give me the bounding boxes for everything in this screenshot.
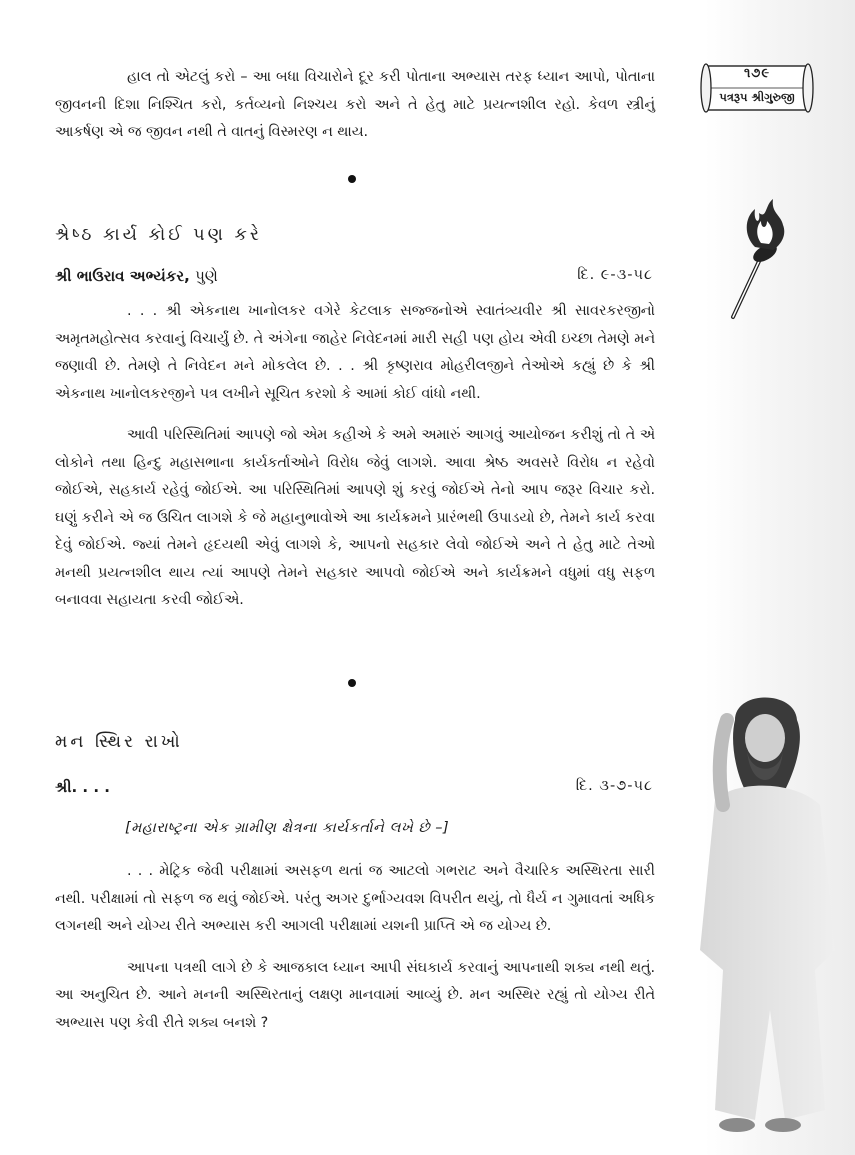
intro-paragraph: હાલ તો એટલું કરો – આ બધા વિચારોને દૂર કરી પોતાના અભ્યાસ તરફ ધ્યાન આપો, પોતાના જીવનની દિશા નિશ્ચિત કરો, કર્તવ્યનો નિશ્ચય કરો અને તે હેતુ માટે પ્રયત્નશીલ રહો. કેવળ સ્ત્રીનું આકર્ષણ એ જ જીવન નથી તે વાતનું વિસ્મરણ ન થાય. [55, 69, 655, 140]
section-divider [348, 175, 356, 183]
letter2-paragraph-1: . . . મેટ્રિક જેવી પરીક્ષામાં અસફળ થતાં જ આટલો ગભરાટ અને વૈચારિક અસ્થિરતા સારી નથી. પરીક્ષામાં તો સફળ જ થવું જોઈએ. પરંતુ અગર દુર્ભાગ્યવશ વિપરીત થયું, તો ધૈર્ય ન ગુમાવતાં અધિક લગનથી અને યોગ્ય રીતે અભ્યાસ કરી આગલી પરીક્ષામાં યશની પ્રાપ્તિ એ જ યોગ્ય છે. [55, 863, 655, 934]
page-badge [698, 62, 816, 114]
letter1-heading: શ્રેષ્ઠ કાર્ય કોઈ પણ કરે [55, 225, 262, 245]
letter1-body [55, 298, 655, 615]
letter2-heading: મન સ્થિર રાખો [55, 732, 183, 752]
letter1-date: દિ. ૯-૩-૫૮ [577, 267, 653, 283]
torch-icon [725, 195, 795, 320]
letter1-sender [55, 267, 218, 285]
guruji-portrait [675, 680, 855, 1140]
letter2-sender: શ્રી. . . . [55, 778, 110, 796]
intro-block [55, 64, 655, 147]
letter2-date: દિ. ૩-૭-૫૮ [575, 778, 653, 794]
page-number: ૧૭૯ [743, 66, 771, 81]
letter2-body [55, 858, 655, 1037]
letter1-sender-place: પુણે [195, 267, 218, 285]
section-divider [348, 679, 356, 687]
letter2-note: [મહારાષ્ટ્રના એક ગ્રામીણ ક્ષેત્રના કાર્યકર્તાને લખે છે –] [125, 820, 450, 836]
letter1-paragraph-1: . . . શ્રી એકનાથ ખાનોલકર વગેરે કેટલાક સજ્જનોએ સ્વાતંત્ર્યવીર શ્રી સાવરકરજીનો અમૃતમહોત્સવ કરવાનું વિચાર્યું છે. તે અંગેના જાહેર નિવેદનમાં મારી સહી પણ હોય એવી ઇચ્છા તેમણે મને જણાવી છે. તેમણે તે નિવેદન મને મોકલેલ છે. . . શ્રી કૃષ્ણરાવ મોહરીલજીને તેઓએ કહ્યું છે કે શ્રી એકનાથ ખાનોલકરજીને પત્ર લખીને સૂચિત કરશો કે આમાં કોઈ વાંધો નથી. [55, 303, 655, 402]
running-title: પત્રરૂપ શ્રીગુરુજી [719, 90, 795, 104]
letter1-paragraph-2: આવી પરિસ્થિતિમાં આપણે જો એમ કહીએ કે અમે અમારું આગવું આયોજન કરીશું તો તે એ લોકોને તથા હિન્દુ મહાસભાના કાર્યકર્તાઓને વિરોધ જેવું લાગશે. આવા શ્રેષ્ઠ અવસરે વિરોધ ન રહેવો જોઈએ, સહકાર્ય રહેવું જોઈએ. આ પરિસ્થિતિમાં આપણે શું કરવું જોઈએ તેનો આપ જરૂર વિચાર કરો. ઘણું કરીને એ જ ઉચિત લાગશે કે જે મહાનુભાવોએ આ કાર્યક્રમને પ્રારંભથી ઉપાડયો છે, તેમને કાર્ય કરવા દેવું જોઈએ. જ્યાં તેમને હૃદયથી એવું લાગશે કે, આપનો સહકાર લેવો જોઈએ અને તે હેતુ માટે તેઓ મનથી પ્રયત્નશીલ થાય ત્યાં આપણે તેમને સહકાર આપવો જોઈએ અને કાર્યક્રમને વધુમાં વધુ સફળ બનાવવા સહાયતા કરવી જોઈએ. [55, 427, 655, 608]
letter2-paragraph-2: આપના પત્રથી લાગે છે કે આજકાલ ધ્યાન આપી સંઘકાર્ય કરવાનું આપનાથી શક્ય નથી થતું. આ અનુચિત છે. આને મનની અસ્થિરતાનું લક્ષણ માનવામાં આવ્યું છે. મન અસ્થિર રહ્યું તો યોગ્ય રીતે અભ્યાસ પણ કેવી રીતે શક્ય બનશે ? [55, 959, 655, 1031]
letter1-sender-name: શ્રી ભાઉરાવ અભ્યંકર, [55, 267, 190, 285]
